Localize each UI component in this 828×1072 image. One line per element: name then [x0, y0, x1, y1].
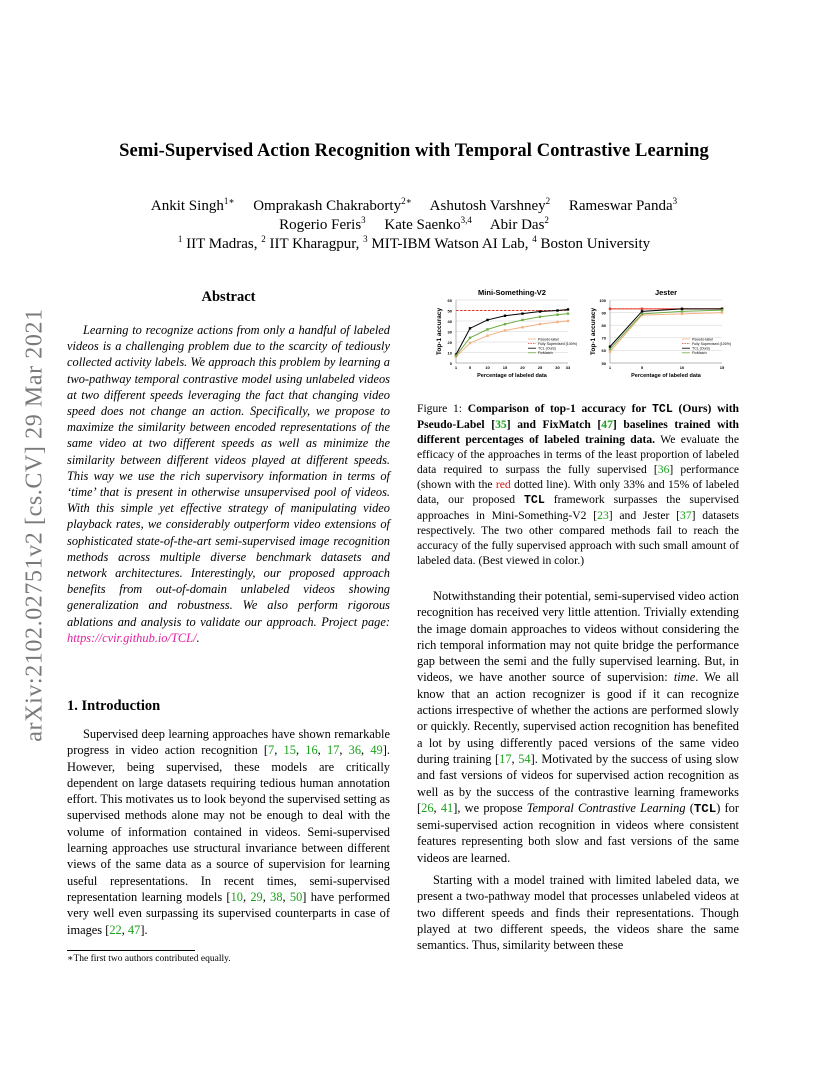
y-tick-label: 40: [447, 318, 452, 324]
chart-title: Mini-Something-V2: [478, 288, 546, 297]
figure-1-charts: [430, 286, 740, 398]
data-point: [609, 345, 611, 347]
legend-label: Fully Supervised (100%): [692, 341, 732, 346]
x-tick-label: 15: [502, 365, 508, 370]
arxiv-identifier: [0, 285, 70, 765]
affiliation: IIT Kharagpur,: [265, 236, 364, 252]
y-tick-label: 60: [601, 348, 606, 354]
x-axis-label: Percentage of labeled data: [477, 373, 547, 379]
author-affil: 3: [361, 215, 366, 225]
author-affil: 1∗: [223, 196, 235, 206]
y-tick-label: 20: [447, 339, 452, 345]
y-tick-label: 50: [447, 308, 452, 314]
data-point: [504, 323, 506, 325]
abstract-body: [67, 322, 390, 646]
y-tick-label: 80: [601, 323, 606, 328]
x-tick-label: 5: [468, 365, 472, 370]
data-point: [521, 319, 523, 321]
data-point: [681, 310, 683, 312]
affil-number: 4: [532, 234, 537, 244]
paper-title: Semi-Supervised Action Recognition with Temporal Contrastive Learning: [119, 141, 709, 161]
citation-link[interactable]: 47: [127, 922, 141, 937]
y-tick-label: 0: [449, 360, 452, 366]
citation-link[interactable]: 17: [326, 743, 340, 758]
intro-body: [67, 726, 390, 938]
data-point: [641, 308, 643, 310]
data-point: [721, 309, 723, 311]
author-affil: 2: [544, 215, 549, 225]
author-name: Abir Das: [489, 217, 545, 233]
author-affil: 2∗: [401, 196, 412, 206]
data-point: [469, 342, 471, 344]
x-tick-label: 5: [640, 365, 644, 370]
data-point: [609, 350, 611, 352]
footnote: ∗The first two authors contributed equally.: [67, 954, 231, 964]
citation-link[interactable]: 54: [518, 751, 531, 766]
author-name: Kate Saenko: [384, 217, 461, 233]
affil-number: 2: [261, 234, 266, 244]
data-point: [469, 327, 471, 329]
footnote-rule: [67, 950, 195, 951]
citation-link[interactable]: 29: [250, 889, 263, 904]
caption-bold: Comparison of top-1 accuracy for TCL (Ours) with Pseudo-Label [35] and FixMatch [47] baselines trained with different percentages of labeled training data.: [417, 402, 740, 446]
citation-link[interactable]: 50: [289, 889, 303, 904]
citation-link[interactable]: 41: [440, 800, 454, 815]
right-paragraph-2: Starting with a model trained with limited labeled data, we present a two-pathway model that processes unlabeled videos at two different speeds and finds their representations. Though played at two different speeds, the videos share the same semantics. Thus, similarity between these: [417, 873, 739, 953]
x-tick-label: 33: [565, 365, 571, 370]
affil-number: 1: [177, 234, 183, 244]
author-line-2: [0, 215, 828, 234]
data-point: [641, 313, 643, 315]
x-tick-label: 20: [520, 365, 525, 370]
data-point: [641, 310, 643, 312]
citation-link[interactable]: 10: [230, 889, 243, 904]
chart-mini-something-v2: [436, 288, 577, 379]
x-tick-label: 1: [454, 365, 458, 370]
data-point: [609, 308, 611, 310]
project-page-link[interactable]: https://cvir.github.io/TCL/: [67, 630, 197, 645]
legend-label: Fully Supervised (100%): [538, 341, 578, 346]
chart-jester: [590, 288, 731, 379]
legend-label: TCL (Ours): [538, 346, 556, 351]
caption-label: Figure 1:: [417, 402, 468, 415]
x-tick-label: 15: [719, 365, 725, 370]
data-point: [521, 326, 523, 328]
author-name: Rameswar Panda: [568, 198, 673, 214]
affiliation: MIT-IBM Watson AI Lab,: [367, 236, 533, 252]
author-affil: 3,4: [460, 215, 472, 225]
author-name: Omprakash Chakraborty: [253, 198, 402, 214]
x-tick-label: 1: [608, 365, 612, 370]
right-paragraph-1: Notwithstanding their potential, semi-supervised video action recognition has received very little attention. Trivially extending the image domain approaches to videos without considering the rich temporal information may not quite bridge the performance gap between the semi and the fully supervised learning. But, in videos, we have another source of supervision: time. We all know that an action recognizer is good if it can recognize actions irrespective of whether the actions are performed slowly or quickly. Recently, supervised action recognition has benefited a lot by using differently paced versions of the same video during training [17, 54]. Motivated by the success of using slow and fast versions of videos for supervised action recognition as well as by the success of the contrastive learning frameworks [26, 41], we propose Temporal Contrastive Learning (TCL) for semi-supervised action recognition in videos where consistent features representing both slow and fast versions of the same videos are learned.: [417, 589, 740, 865]
citation-link[interactable]: 26: [421, 800, 434, 815]
citation-link[interactable]: 36: [657, 463, 670, 476]
affiliation: Boston University: [536, 236, 651, 252]
x-tick-label: 10: [485, 365, 490, 370]
data-point: [721, 311, 723, 313]
y-tick-label: 60: [447, 297, 452, 303]
abstract-text: Learning to recognize actions from only a handful of labeled videos is a challenging problem due to the scarcity of tediously collected activity labels. We approach this problem by learning a two-pathway temporal contrastive model using unlabeled videos at two different speeds leveraging the fact that changing video speed does not change an action. Specifically, we propose to maximize the similarity between encoded representations of the same video at two different speeds as well as minimize the similarity between different videos played at different speeds. This way we use the rich supervisory information in terms of ‘time’ that is present in otherwise unsupervised pool of videos. With this simple yet effective strategy of manipulating video playback rates, we considerably outperform video extensions of sophisticated state-of-the-art semi-supervised image recognition methods across multiple diverse benchmark datasets and network architectures. Interestingly, our proposed approach benefits from out-of-domain unlabeled videos showing generalization and robustness. We also perform rigorous ablations and analysis to validate our approach. Project page:: [67, 323, 390, 629]
data-point: [486, 319, 488, 321]
italic-text: time: [673, 670, 696, 685]
abstract-heading: Abstract: [201, 289, 256, 305]
citation-link[interactable]: 23: [597, 509, 609, 522]
citation-link[interactable]: 49: [370, 743, 383, 758]
citation-link[interactable]: 17: [499, 751, 512, 766]
data-point: [567, 312, 569, 314]
y-tick-label: 50: [601, 360, 606, 366]
affil-number: 3: [363, 234, 368, 244]
y-tick-label: 30: [447, 329, 452, 335]
author-name: Rogerio Feris: [279, 217, 362, 233]
data-point: [486, 335, 488, 337]
data-point: [567, 320, 569, 322]
data-point: [556, 314, 558, 316]
x-tick-label: 25: [537, 365, 543, 370]
abstract-end: .: [196, 630, 200, 645]
citation-link[interactable]: 47: [601, 418, 613, 431]
y-axis-label: Top-1 accuracy: [590, 307, 597, 356]
data-point: [539, 323, 541, 325]
y-tick-label: 70: [601, 335, 606, 341]
data-point: [486, 328, 488, 330]
y-tick-label: 10: [447, 350, 452, 356]
method-name: TCL: [693, 801, 717, 816]
data-point: [521, 312, 523, 314]
affiliations: [0, 234, 828, 253]
italic-text: Temporal Contrastive Learning: [526, 800, 686, 815]
red-text: red: [495, 478, 511, 491]
citation-link[interactable]: 7: [268, 743, 275, 758]
legend-label: TCL (Ours): [692, 346, 710, 351]
x-axis-label: Percentage of labeled data: [631, 373, 701, 379]
method-name: TCL: [523, 494, 545, 507]
author-name: Ashutosh Varshney: [429, 198, 546, 214]
y-tick-label: 90: [601, 310, 606, 316]
data-point: [609, 348, 611, 350]
citation-link[interactable]: 35: [495, 418, 507, 431]
chart-title: Jester: [654, 288, 678, 297]
y-axis-label: Top-1 accuracy: [436, 307, 443, 356]
author-line-1: [0, 196, 828, 215]
data-point: [539, 310, 541, 312]
arxiv-id-text: arXiv:2102.02751v2 [cs.CV] 29 Mar 2021: [21, 308, 48, 742]
citation-link[interactable]: 22: [109, 922, 122, 937]
legend-label: FixMatch: [538, 351, 553, 356]
author-affil: 3: [672, 196, 678, 206]
figure-1-caption: [417, 401, 739, 568]
data-point: [469, 337, 471, 339]
author-affil: 2: [545, 196, 551, 206]
citation-link[interactable]: 38: [270, 889, 283, 904]
citation-link[interactable]: 36: [348, 743, 362, 758]
right-column-body: [417, 588, 739, 954]
legend-label: Pseudo-label: [538, 337, 559, 342]
legend-label: Pseudo-label: [692, 337, 713, 342]
x-tick-label: 30: [555, 365, 560, 370]
citation-link[interactable]: 16: [305, 743, 318, 758]
caption-text: We evaluate the efficacy of the approaches in terms of the least proportion of labeled data required to surpass the fully supervised [36] performance (shown with the red dotted line). With only 33% and 15% of labeled data, our proposed TCL framework surpasses the supervised approaches in Mini-Something-V2 [23] and Jester [37] datasets respectively. The two other compared methods fail to reach the accuracy of the fully supervised approach with such small amount of labeled data. (Best viewed in color.): [417, 433, 739, 567]
data-point: [539, 316, 541, 318]
citation-link[interactable]: 37: [680, 509, 692, 522]
data-point: [504, 315, 506, 317]
data-point: [556, 321, 558, 323]
data-point: [681, 308, 683, 310]
author-name: Ankit Singh: [150, 198, 224, 214]
method-name: TCL: [651, 403, 673, 416]
affiliation: IIT Madras,: [182, 236, 262, 252]
data-point: [681, 313, 683, 315]
citation-link[interactable]: 15: [283, 743, 296, 758]
legend-label: FixMatch: [692, 351, 707, 356]
x-tick-label: 10: [679, 365, 685, 370]
data-point: [504, 329, 506, 331]
data-point: [567, 308, 569, 310]
intro-heading: 1. Introduction: [67, 698, 161, 714]
data-point: [455, 354, 457, 356]
intro-paragraph: Supervised deep learning approaches have shown remarkable progress in video action recognition [7, 15, 16, 17, 36, 49]. However, being supervised, these models are critically dependent on large datasets requiring tedious human annotation effort. This motivates us to look beyond the supervised setting as supervised methods alone may not be enough to deal with the volume of information contained in videos. Semi-supervised learning approaches use structural invariance between different views of the same data as a source of supervision for learning useful representations. In recent times, semi-supervised representation learning models [10, 29, 38, 50] have performed very well even surpassing its supervised counterparts in case of images [22, 47].: [67, 727, 390, 937]
y-tick-label: 100: [599, 297, 606, 303]
data-point: [556, 309, 558, 311]
